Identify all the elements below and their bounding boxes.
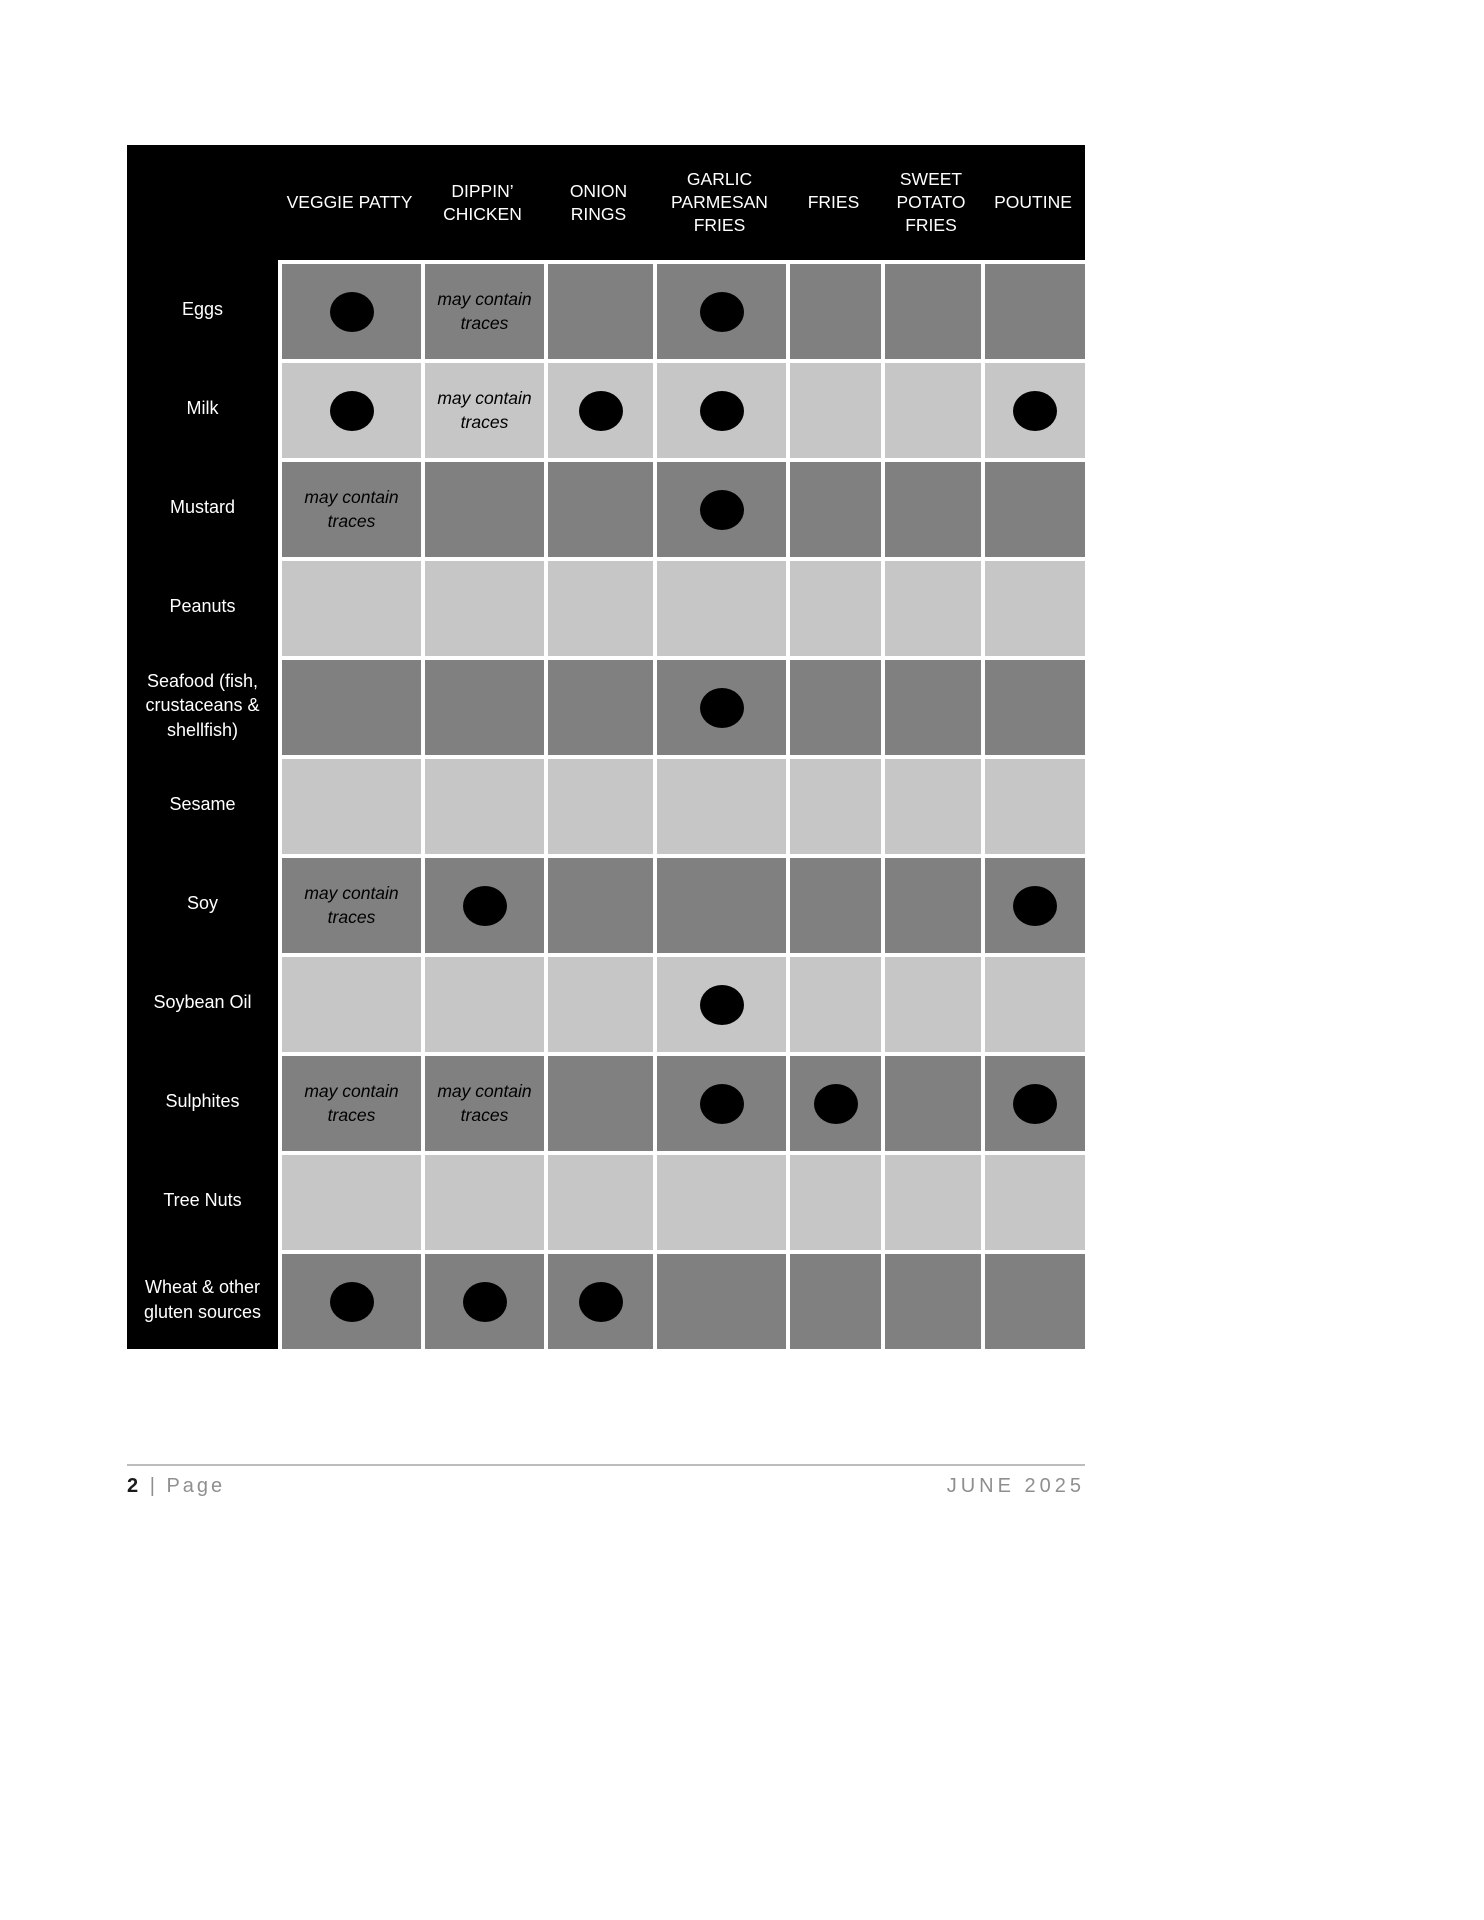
allergen-cell xyxy=(786,458,881,557)
page-footer xyxy=(127,1464,1085,1498)
allergen-cell xyxy=(544,1250,653,1349)
allergen-cell xyxy=(881,755,981,854)
may-contain-traces-label: may contain traces xyxy=(437,1081,532,1125)
allergen-present-dot xyxy=(579,391,623,431)
column-header: ONION RINGS xyxy=(544,145,653,260)
allergen-cell xyxy=(544,755,653,854)
row-header: Wheat & other gluten sources xyxy=(127,1250,278,1349)
row-header: Soybean Oil xyxy=(127,953,278,1052)
allergen-present-dot xyxy=(814,1084,858,1124)
allergen-present-dot xyxy=(579,1282,623,1322)
column-header: FRIES xyxy=(786,145,881,260)
allergen-cell xyxy=(881,1250,981,1349)
allergen-cell xyxy=(881,458,981,557)
allergen-cell xyxy=(278,656,421,755)
may-contain-traces-label: may contain traces xyxy=(304,487,399,531)
allergen-cell xyxy=(544,1151,653,1250)
allergen-cell xyxy=(786,1052,881,1151)
allergen-cell xyxy=(544,656,653,755)
allergen-cell xyxy=(421,1151,544,1250)
allergen-cell xyxy=(981,557,1085,656)
allergen-cell xyxy=(981,1052,1085,1151)
allergen-cell xyxy=(653,458,786,557)
row-header: Seafood (fish, crustaceans & shellfish) xyxy=(127,656,278,755)
column-header: VEGGIE PATTY xyxy=(278,145,421,260)
row-header: Soy xyxy=(127,854,278,953)
allergen-cell xyxy=(653,1052,786,1151)
allergen-present-dot xyxy=(700,391,744,431)
allergen-cell xyxy=(881,359,981,458)
allergen-cell xyxy=(653,557,786,656)
allergen-cell xyxy=(421,557,544,656)
may-contain-traces-label: may contain traces xyxy=(437,289,532,333)
may-contain-traces-label: may contain traces xyxy=(304,1081,399,1125)
allergen-cell xyxy=(786,1250,881,1349)
allergen-cell xyxy=(278,557,421,656)
allergen-cell xyxy=(278,458,421,557)
allergen-cell xyxy=(544,557,653,656)
row-header: Eggs xyxy=(127,260,278,359)
allergen-cell xyxy=(421,359,544,458)
allergen-cell xyxy=(786,557,881,656)
allergen-cell xyxy=(786,359,881,458)
footer-page-label: | Page xyxy=(149,1475,226,1497)
allergen-cell xyxy=(981,260,1085,359)
allergen-present-dot xyxy=(463,886,507,926)
allergen-cell xyxy=(981,755,1085,854)
allergen-cell xyxy=(278,953,421,1052)
allergen-cell xyxy=(881,260,981,359)
row-header: Tree Nuts xyxy=(127,1151,278,1250)
allergen-present-dot xyxy=(700,292,744,332)
allergen-cell xyxy=(981,953,1085,1052)
allergen-cell xyxy=(544,359,653,458)
allergen-cell xyxy=(544,260,653,359)
allergen-cell xyxy=(653,1250,786,1349)
page-number: 2 xyxy=(127,1475,141,1497)
allergen-cell xyxy=(544,1052,653,1151)
may-contain-traces-label: may contain traces xyxy=(437,388,532,432)
allergen-present-dot xyxy=(1013,886,1057,926)
allergen-cell xyxy=(881,557,981,656)
allergen-cell xyxy=(421,854,544,953)
allergen-cell xyxy=(786,656,881,755)
allergen-present-dot xyxy=(700,490,744,530)
allergen-present-dot xyxy=(700,688,744,728)
allergen-cell xyxy=(278,854,421,953)
allergen-cell xyxy=(544,458,653,557)
allergen-cell xyxy=(544,854,653,953)
row-header: Peanuts xyxy=(127,557,278,656)
column-header: SWEET POTATO FRIES xyxy=(881,145,981,260)
allergen-present-dot xyxy=(463,1282,507,1322)
allergen-cell xyxy=(421,953,544,1052)
row-header: Sulphites xyxy=(127,1052,278,1151)
allergen-cell xyxy=(786,755,881,854)
allergen-cell xyxy=(653,359,786,458)
allergen-cell xyxy=(981,854,1085,953)
allergen-cell xyxy=(981,1250,1085,1349)
allergen-cell xyxy=(278,260,421,359)
allergen-cell xyxy=(653,260,786,359)
allergen-present-dot xyxy=(330,292,374,332)
allergen-cell xyxy=(421,1052,544,1151)
allergen-cell xyxy=(653,1151,786,1250)
allergen-cell xyxy=(278,1151,421,1250)
allergen-cell xyxy=(421,656,544,755)
allergen-present-dot xyxy=(1013,391,1057,431)
allergen-present-dot xyxy=(330,391,374,431)
allergen-present-dot xyxy=(700,985,744,1025)
allergen-cell xyxy=(278,1250,421,1349)
allergen-cell xyxy=(786,953,881,1052)
column-header: POUTINE xyxy=(981,145,1085,260)
allergen-cell xyxy=(881,854,981,953)
allergen-cell xyxy=(786,854,881,953)
allergen-present-dot xyxy=(330,1282,374,1322)
allergen-cell xyxy=(653,854,786,953)
row-header: Sesame xyxy=(127,755,278,854)
allergen-present-dot xyxy=(700,1084,744,1124)
allergen-cell xyxy=(786,260,881,359)
allergen-cell xyxy=(278,755,421,854)
allergen-cell xyxy=(881,1151,981,1250)
allergen-cell xyxy=(881,953,981,1052)
allergen-cell xyxy=(278,359,421,458)
allergen-cell xyxy=(786,1151,881,1250)
allergen-matrix-table xyxy=(127,145,1085,1349)
allergen-cell xyxy=(881,656,981,755)
allergen-cell xyxy=(278,1052,421,1151)
allergen-cell xyxy=(544,953,653,1052)
column-header: DIPPIN’ CHICKEN xyxy=(421,145,544,260)
allergen-cell xyxy=(653,656,786,755)
footer-date: JUNE 2025 xyxy=(946,1475,1085,1497)
allergen-cell xyxy=(981,656,1085,755)
allergen-cell xyxy=(881,1052,981,1151)
allergen-cell xyxy=(421,458,544,557)
allergen-cell xyxy=(421,260,544,359)
allergen-cell xyxy=(981,359,1085,458)
footer-left xyxy=(127,1475,225,1498)
allergen-cell xyxy=(653,953,786,1052)
allergen-cell xyxy=(981,458,1085,557)
allergen-present-dot xyxy=(1013,1084,1057,1124)
table-corner-cell xyxy=(127,145,278,260)
column-header: GARLIC PARMESAN FRIES xyxy=(653,145,786,260)
allergen-cell xyxy=(653,755,786,854)
allergen-cell xyxy=(981,1151,1085,1250)
may-contain-traces-label: may contain traces xyxy=(304,883,399,927)
allergen-cell xyxy=(421,1250,544,1349)
row-header: Mustard xyxy=(127,458,278,557)
allergen-cell xyxy=(421,755,544,854)
row-header: Milk xyxy=(127,359,278,458)
